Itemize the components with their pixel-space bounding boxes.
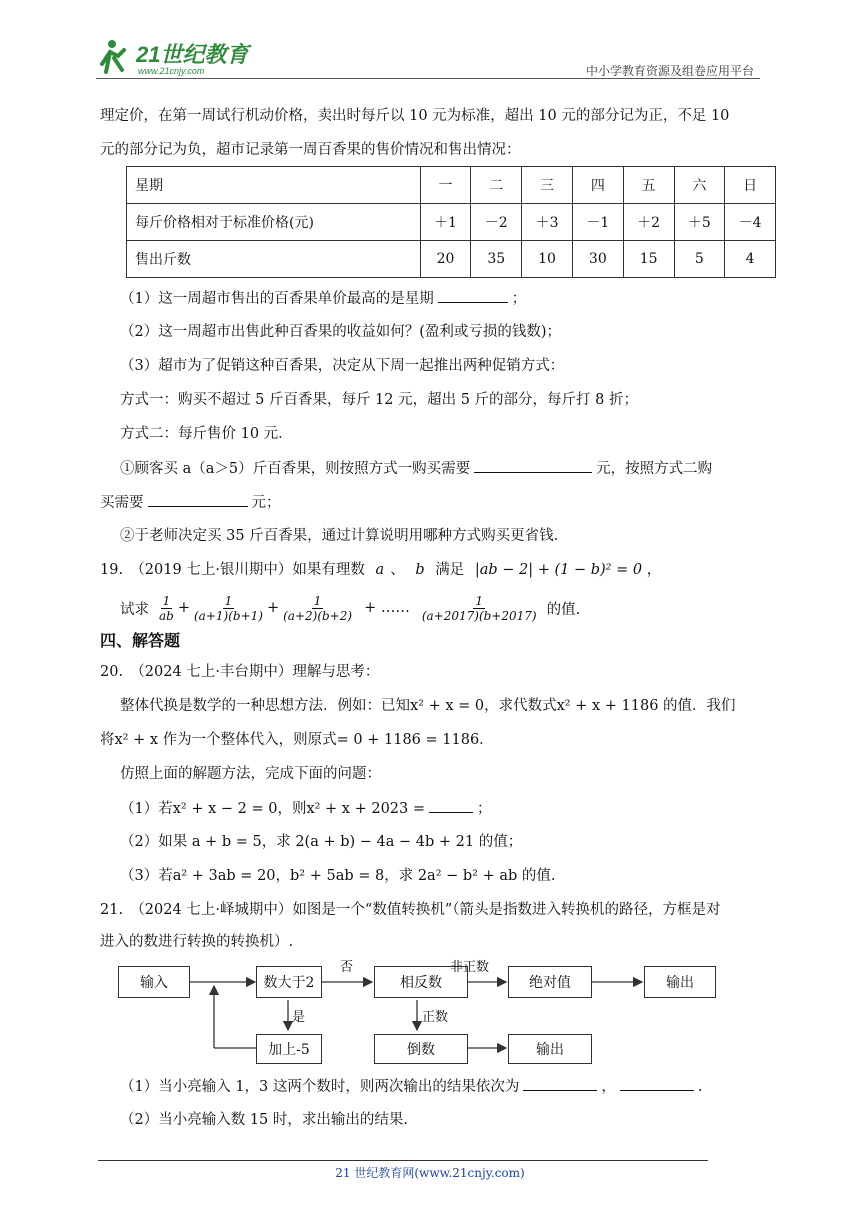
flow-add-box: 加上-5 bbox=[256, 1034, 322, 1064]
price-cell: ＋2 bbox=[623, 204, 674, 241]
q20-line1: 整体代换是数学的一种思想方法．例如：已知x² + x = 0，求代数式x² + x + 1186 的值．我们 bbox=[120, 698, 736, 714]
q19-condition: 19. （2019 七上·银川期中）如果有理数 a 、 b 满足 |ab − 2| + (1 − b)² = 0 ， bbox=[100, 562, 662, 578]
q18-method-1: 方式一：购买不超过 5 斤百香果，每斤 12 元，超出 5 斤的部分，每斤打 8 折； bbox=[120, 392, 638, 408]
day-cell: 二 bbox=[471, 167, 522, 204]
table-row-sold bbox=[127, 241, 776, 278]
header-platform-text: 中小学教育资源及组卷应用平台 bbox=[585, 64, 754, 78]
site-logo bbox=[96, 36, 266, 78]
price-cell: －1 bbox=[572, 204, 623, 241]
answer-blank[interactable] bbox=[148, 492, 248, 507]
svg-text:www.21cnjy.com: www.21cnjy.com bbox=[138, 66, 205, 76]
sold-cell: 35 bbox=[471, 241, 522, 278]
flow-label-no: 否 bbox=[340, 960, 354, 975]
q21-head: 21. （2024 七上·峄城期中）如图是一个“数值转换机”（箭头是指数进入转换机的路径，方框是对 bbox=[100, 902, 721, 918]
sold-cell: 15 bbox=[623, 241, 674, 278]
q21-part2: （2）当小亮输入数 15 时，求出输出的结果. bbox=[120, 1112, 409, 1128]
answer-blank[interactable] bbox=[474, 458, 592, 473]
sold-cell: 4 bbox=[725, 241, 776, 278]
answer-blank[interactable] bbox=[429, 798, 473, 813]
header-divider bbox=[96, 78, 760, 79]
q18-sub1: ①顾客买 a（a＞5）斤百香果，则按照方式一购买需要 元，按照方式二购 bbox=[120, 458, 712, 479]
answer-blank[interactable] bbox=[438, 288, 508, 303]
day-cell: 五 bbox=[623, 167, 674, 204]
day-cell: 四 bbox=[572, 167, 623, 204]
flow-label-positive: 正数 bbox=[422, 1010, 449, 1025]
svg-text:21世纪教育: 21世纪教育 bbox=[136, 42, 249, 67]
row-header-sold: 售出斤数 bbox=[127, 241, 421, 278]
day-cell: 日 bbox=[725, 167, 776, 204]
flow-abs-box: 绝对值 bbox=[508, 966, 592, 998]
flow-compare-box: 数大于2 bbox=[256, 966, 322, 998]
q20-line2: 将x² + x 作为一个整体代入，则原式= 0 + 1186 = 1186． bbox=[100, 732, 494, 748]
conversion-flowchart bbox=[116, 962, 726, 1064]
price-cell: ＋5 bbox=[674, 204, 725, 241]
price-table bbox=[126, 166, 776, 278]
q20-line3: 仿照上面的解题方法，完成下面的问题： bbox=[120, 766, 381, 782]
flow-output-box-1: 输出 bbox=[644, 966, 716, 998]
day-cell: 六 bbox=[674, 167, 725, 204]
intro-line-1: 理定价，在第一周试行机动价格，卖出时每斤以 10 元为标准，超出 10 元的部分记为正，不足 10 bbox=[100, 108, 730, 124]
q20-part2: （2）如果 a + b = 5，求 2(a + b) − 4a − 4b + 21 的值； bbox=[120, 834, 523, 850]
sold-cell: 30 bbox=[572, 241, 623, 278]
table-row-price bbox=[127, 204, 776, 241]
answer-blank[interactable] bbox=[620, 1076, 694, 1091]
flow-label-yes: 是 bbox=[292, 1010, 306, 1025]
q20-head: 20. （2024 七上·丰台期中）理解与思考： bbox=[100, 664, 380, 680]
footer-link[interactable]: 21 世纪教育网(www.21cnjy.com) bbox=[335, 1166, 525, 1180]
q20-part3: （3）若a² + 3ab = 20，b² + 5ab = 8，求 2a² − b² + ab 的值. bbox=[120, 868, 556, 884]
flow-label-nonpositive: 非正数 bbox=[450, 960, 490, 975]
q21-part1: （1）当小亮输入 1，3 这两个数时，则两次输出的结果依次为 ， . bbox=[120, 1076, 703, 1097]
q18-part1: （1）这一周超市售出的百香果单价最高的是星期 ； bbox=[120, 288, 526, 309]
price-cell: ＋3 bbox=[522, 204, 573, 241]
sold-cell: 10 bbox=[522, 241, 573, 278]
sold-cell: 20 bbox=[420, 241, 471, 278]
q18-part2: （2）这一周超市出售此种百香果的收益如何？(盈利或亏损的钱数)； bbox=[120, 324, 562, 340]
q18-part3: （3）超市为了促销这种百香果，决定从下周一起推出两种促销方式： bbox=[120, 358, 565, 374]
fraction: $\frac{1}{(a+1)(b+1)}$ bbox=[194, 593, 263, 623]
fraction: $\frac{1}{(a+2)(b+2)}$ bbox=[283, 593, 353, 623]
fraction: $\frac{1}{(a+2017)(b+2017)}$ bbox=[421, 593, 537, 623]
price-cell: －4 bbox=[725, 204, 776, 241]
footer-divider bbox=[98, 1160, 708, 1161]
fraction: $\frac{1}{ab}$ bbox=[159, 593, 174, 623]
q20-part1: （1）若x² + x − 2 = 0，则x² + x + 2023 = ； bbox=[120, 798, 492, 819]
row-header-weekday: 星期 bbox=[127, 167, 421, 204]
price-cell: ＋1 bbox=[420, 204, 471, 241]
table-row-days bbox=[127, 167, 776, 204]
flow-input-box: 输入 bbox=[118, 966, 190, 998]
answer-blank[interactable] bbox=[523, 1076, 597, 1091]
condition-formula: |ab − 2| + (1 − b)² = 0 bbox=[474, 562, 643, 578]
flow-output-box-2: 输出 bbox=[508, 1034, 592, 1064]
flow-opposite-box: 相反数 bbox=[374, 966, 468, 998]
q19-expression: 试求 $\frac{1}{ab}$ + $\frac{1}{(a+1)(b+1)}$ + $\frac{1}{(a+2)(b+2)}$ + …… $\frac{1}{(a+2017)(b+2017)}$ 的值. bbox=[120, 593, 581, 623]
runner-icon bbox=[102, 40, 124, 72]
day-cell: 一 bbox=[420, 167, 471, 204]
section-title: 四、解答题 bbox=[100, 631, 181, 650]
q18-sub1-cont: 买需要 元； bbox=[100, 492, 281, 513]
price-cell: －2 bbox=[471, 204, 522, 241]
intro-line-2: 元的部分记为负，超市记录第一周百香果的售价情况和售出情况： bbox=[100, 142, 521, 158]
flow-reciprocal-box: 倒数 bbox=[374, 1034, 468, 1064]
day-cell: 三 bbox=[522, 167, 573, 204]
q18-method-2: 方式二：每斤售价 10 元． bbox=[120, 426, 293, 442]
q21-head-cont: 进入的数进行转换的转换机）. bbox=[100, 934, 294, 950]
row-header-price: 每斤价格相对于标准价格(元) bbox=[127, 204, 421, 241]
sold-cell: 5 bbox=[674, 241, 725, 278]
q18-sub2: ②于老师决定买 35 斤百香果，通过计算说明用哪种方式购买更省钱. bbox=[120, 528, 559, 544]
